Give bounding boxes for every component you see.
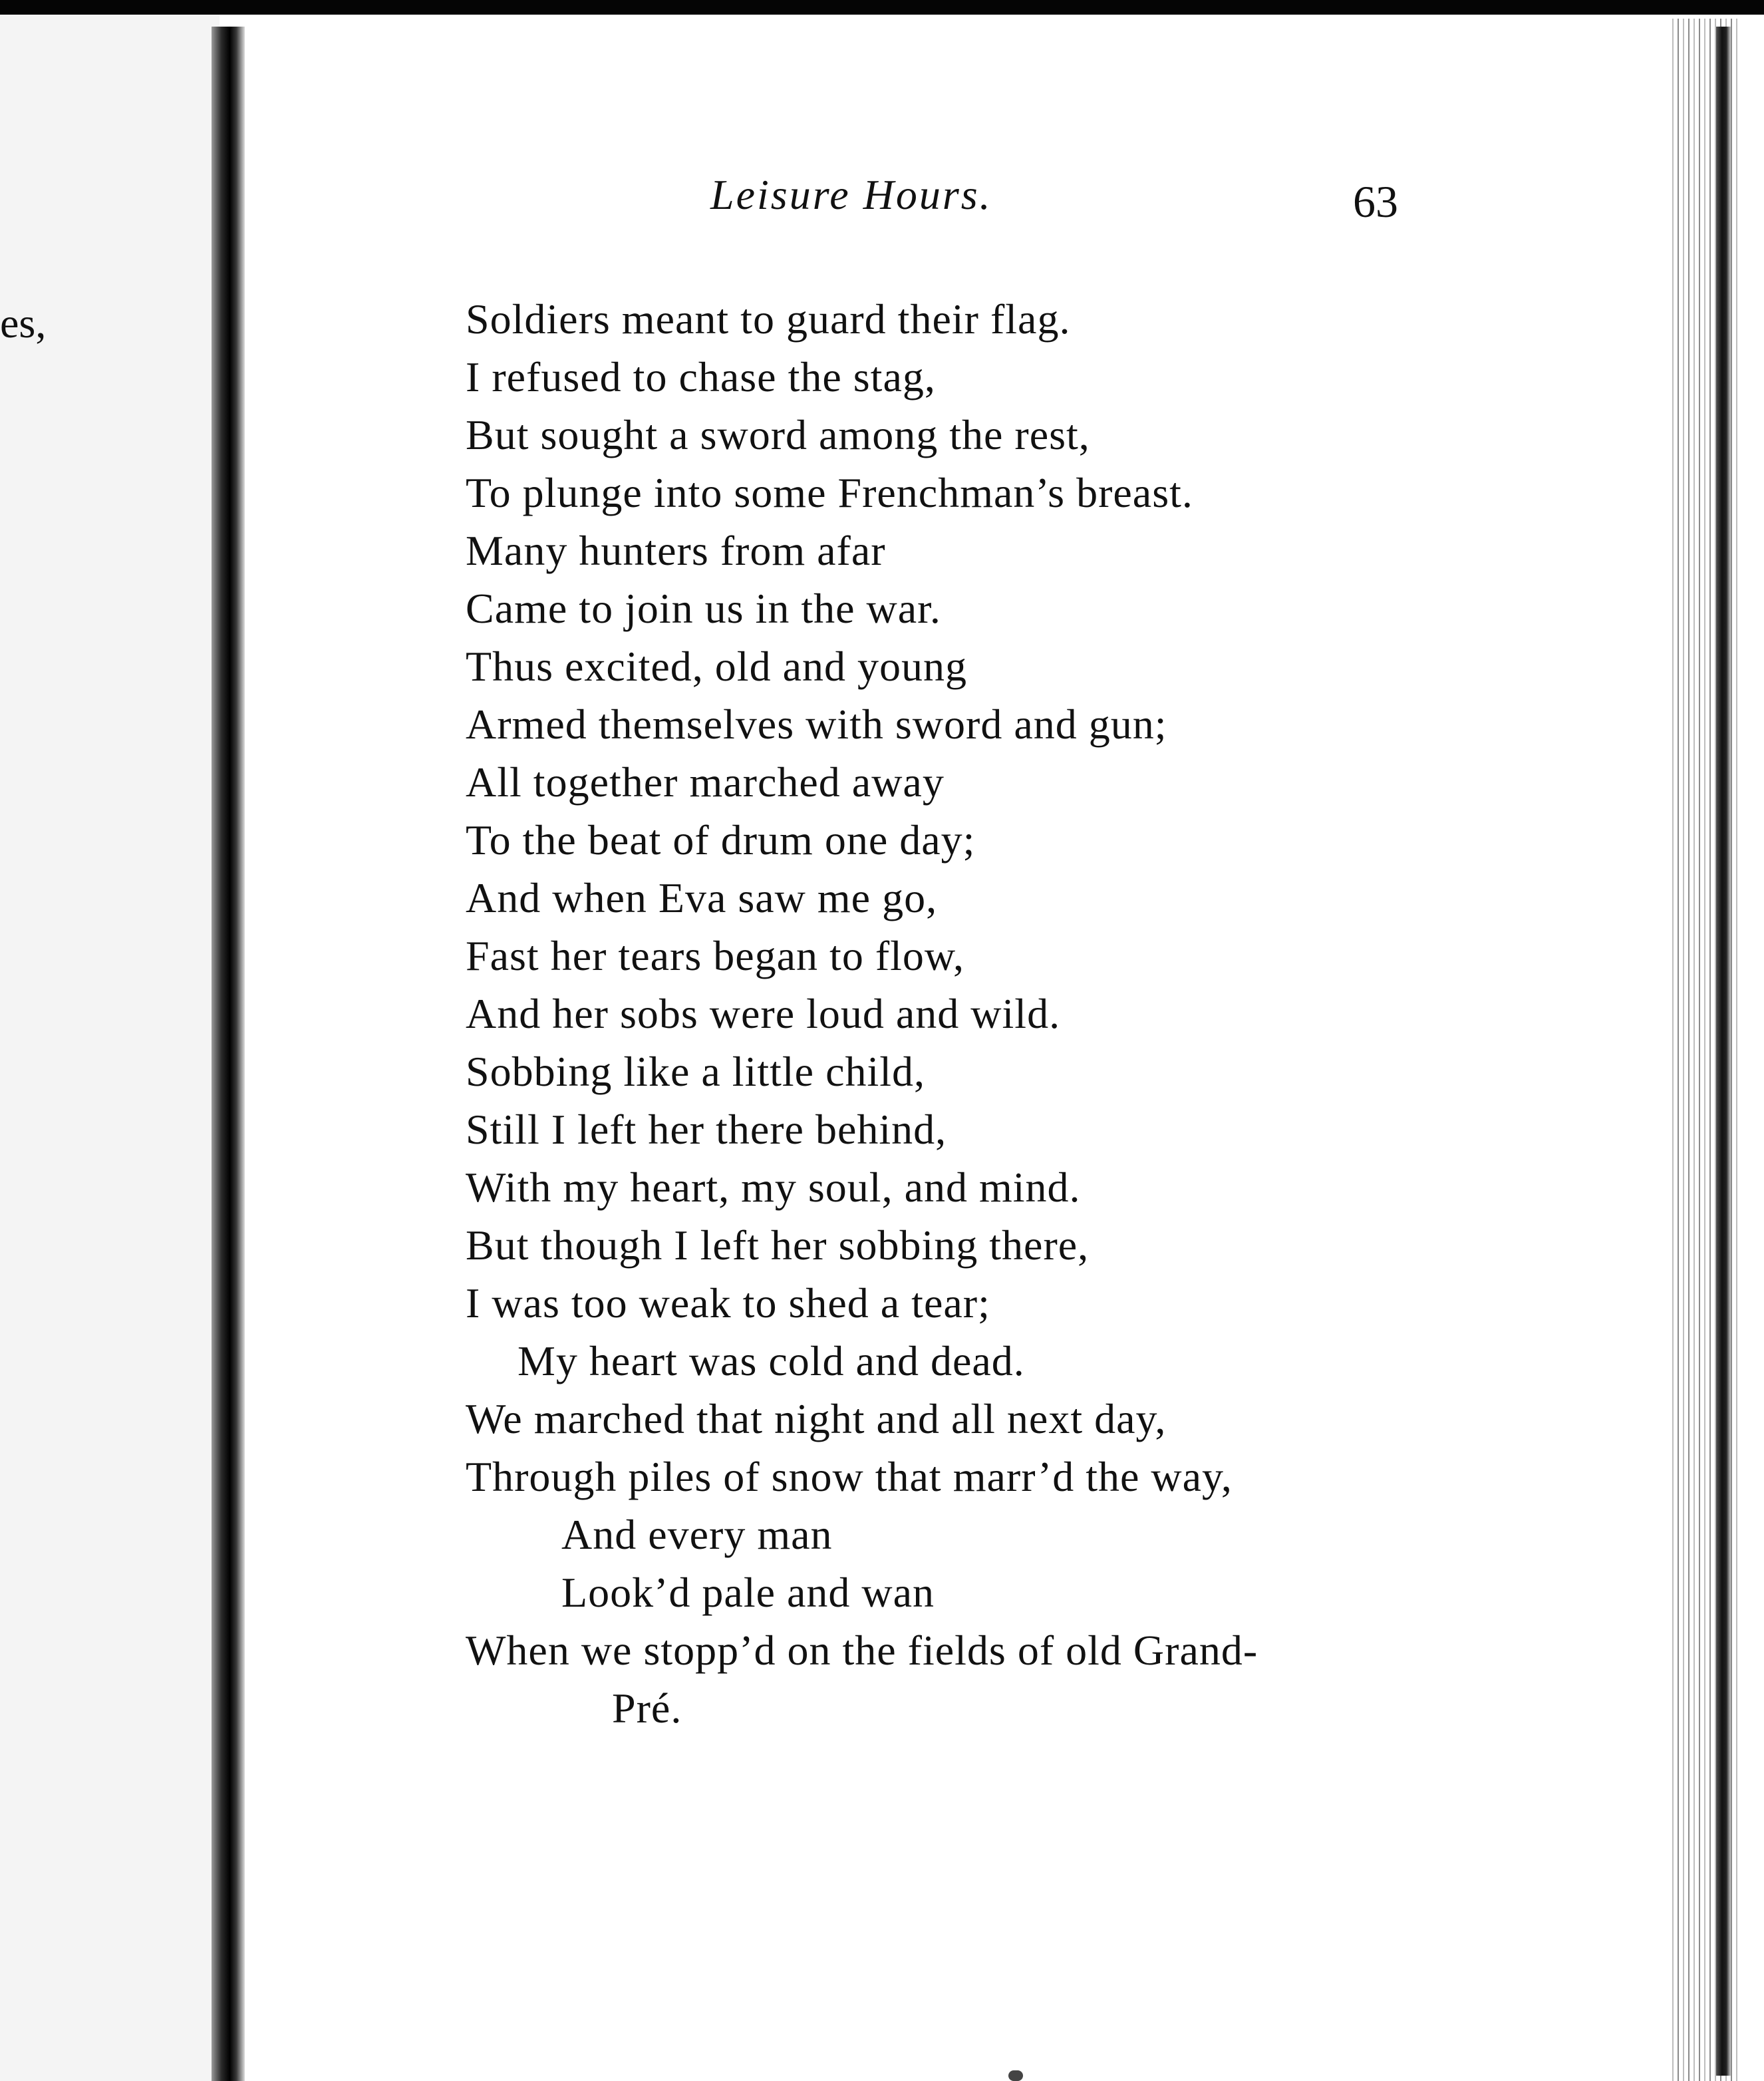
- poem-line: Through piles of snow that marr’d the way,: [466, 1453, 1233, 1500]
- scan-background: [1741, 19, 1764, 2081]
- poem-line: Many hunters from afar: [466, 527, 886, 574]
- poem-line: Came to join us in the war.: [466, 585, 941, 632]
- poem-line: I refused to chase the stag,: [466, 353, 936, 400]
- poem-line: But though I left her sobbing there,: [466, 1221, 1090, 1269]
- poem-line: Thus excited, old and young: [466, 643, 967, 690]
- poem-line: With my heart, my soul, and mind.: [466, 1164, 1081, 1211]
- poem-line: And every man: [561, 1511, 833, 1558]
- poem-line: Fast her tears began to flow,: [466, 932, 964, 979]
- poem-line: I was too weak to shed a tear;: [466, 1279, 990, 1327]
- running-title: Leisure Hours.: [710, 171, 992, 218]
- poem-line: Armed themselves with sword and gun;: [466, 701, 1167, 748]
- scan-speck: [1008, 2070, 1023, 2081]
- book-edge-shadow: [1716, 27, 1731, 2076]
- poem-line: My heart was cold and dead.: [517, 1337, 1025, 1384]
- scan-top-border: [0, 0, 1764, 15]
- poem-line: Soldiers meant to guard their flag.: [466, 295, 1071, 343]
- poem-line: To plunge into some Frenchman’s breast.: [466, 469, 1193, 516]
- poem-line: Sobbing like a little child,: [466, 1048, 926, 1095]
- poem-line: All together marched away: [466, 758, 945, 806]
- poem: [466, 290, 1663, 1737]
- poem-line: But sought a sword among the rest,: [466, 411, 1090, 458]
- left-page-text-fragment: es,: [0, 299, 47, 347]
- page-number: 63: [1353, 176, 1398, 227]
- poem-line: Still I left her there behind,: [466, 1106, 947, 1153]
- poem-line: And her sobs were loud and wild.: [466, 990, 1061, 1037]
- poem-line: And when Eva saw me go,: [466, 874, 938, 921]
- book-gutter-shadow: [212, 27, 245, 2081]
- poem-line: When we stopp’d on the fields of old Grand-: [466, 1627, 1258, 1674]
- left-page: [0, 15, 220, 2081]
- poem-line: To the beat of drum one day;: [466, 816, 976, 864]
- poem-line: We marched that night and all next day,: [466, 1395, 1167, 1442]
- poem-line: Look’d pale and wan: [561, 1569, 935, 1616]
- poem-line: Pré.: [612, 1684, 682, 1732]
